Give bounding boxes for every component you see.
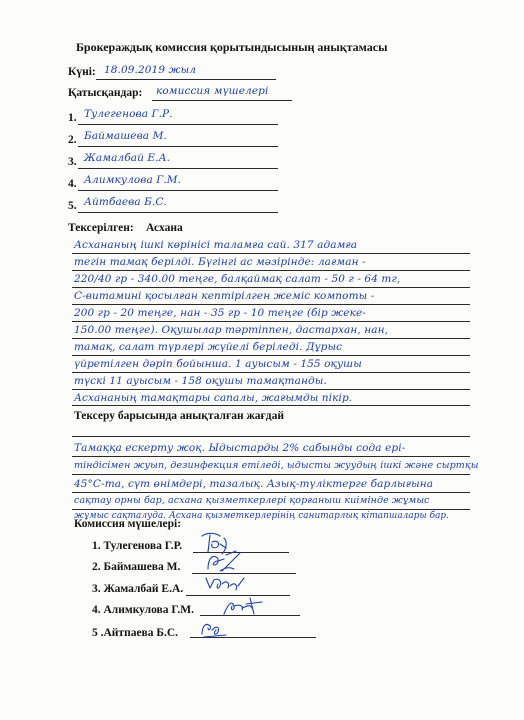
inspected-line-9-rule — [72, 389, 470, 390]
member-4-label: 4. Алимкулова Г.М. — [92, 604, 195, 616]
finding-line-2-rule — [72, 474, 470, 475]
participant-5-underline — [78, 212, 278, 213]
inspected-line-8: үйретілген дәріп бойынша. 1 ауысым - 155 оқушы — [74, 358, 362, 370]
finding-line-4-rule — [72, 509, 470, 510]
finding-line-1: Тамаққа ескерту жоқ. Ыдыстарды 2% сабынды сода ері- — [74, 442, 406, 454]
participant-3-name: Жамалбай Е.А. — [84, 152, 171, 164]
participants-underline — [152, 100, 292, 101]
participant-1-num: 1. — [68, 112, 77, 124]
committee-label: Комиссия мүшелері: — [74, 518, 182, 530]
inspected-line-1: Асхананың ішкі көрінісі таламға сай. 317 адамға — [74, 239, 358, 251]
inspected-line-3-rule — [72, 287, 470, 288]
participant-1-name: Тулегенова Г.Р. — [84, 108, 173, 120]
finding-line-2: тіндісімен жуып, дезинфекция етіледі, ыдысты жуудың ішкі және сыртқы — [74, 460, 479, 471]
inspected-line-8-rule — [72, 372, 470, 373]
participants-value: комиссия мүшелері — [156, 85, 269, 97]
inspected-label: Тексерілген: — [68, 222, 134, 234]
member-5-label: 5 .Айтпаева Б.С. — [92, 627, 179, 639]
finding-line-5: жұмыс сақталуда. Асхана қызметкерлерінің санитарлық кітапшалары бар. — [74, 511, 450, 521]
participants-label: Қатысқандар: — [68, 87, 143, 99]
inspected-line-4: С-витамині қосылған кептірілген жеміс компоты - — [74, 290, 375, 302]
inspected-line-10-rule — [72, 405, 470, 406]
participant-3-underline — [78, 168, 278, 169]
member-3-signature-icon — [200, 572, 248, 596]
inspected-line-5: 200 гр - 20 теңге, нан - 35 гр - 10 теңге (бір жеке- — [74, 307, 366, 319]
inspected-line-7-rule — [72, 355, 470, 356]
finding-line-3-rule — [72, 492, 470, 493]
date-label: Күні: — [68, 66, 96, 78]
date-value: 18.09.2019 жыл — [104, 64, 197, 76]
member-4-signature-icon — [220, 594, 266, 618]
participant-1-underline — [78, 124, 278, 125]
participant-5-num: 5. — [68, 200, 77, 212]
inspected-line-9: түскі 11 ауысым - 158 оқушы тамақтанды. — [74, 375, 327, 387]
inspected-line-6-rule — [72, 338, 470, 339]
participant-4-underline — [78, 190, 278, 191]
member-2-label: 2. Баймашева М. — [92, 561, 181, 573]
inspected-line-5-rule — [72, 321, 470, 322]
member-3-label: 3. Жамалбай Е.А. — [92, 583, 184, 595]
participant-2-num: 2. — [68, 134, 77, 146]
finding-line-4: сақтау орны бар, асхана қызметкерлері қорғаныш киімінде жұмыс — [74, 495, 430, 506]
finding-top-rule — [72, 436, 470, 437]
participant-5-name: Айтбаева Б.С. — [84, 196, 167, 208]
participant-2-name: Баймашева М. — [84, 130, 167, 142]
participant-4-num: 4. — [68, 178, 77, 190]
member-5-signature-icon — [196, 616, 236, 640]
member-1-label: 1. Тулегенова Г.Р. — [92, 540, 183, 552]
inspected-value: Асхана — [146, 222, 183, 234]
inspected-line-7: тамақ, салат түрлері жүйелі беріледі. Дұрыс — [74, 341, 343, 353]
finding-line-1-rule — [72, 456, 470, 457]
inspected-line-4-rule — [72, 304, 470, 305]
document-title: Брокераждық комиссия қорытындысының анықтамасы — [76, 40, 388, 54]
inspected-line-10: Асхананың тамақтары сапалы, жағымды пікір. — [74, 392, 353, 404]
participant-4-name: Алимкулова Г.М. — [84, 174, 182, 186]
participant-3-num: 3. — [68, 156, 77, 168]
participant-2-underline — [78, 146, 278, 147]
finding-label: Тексеру барысында анықталған жағдай — [74, 410, 284, 422]
finding-line-3: 45°С-та, сүт өнімдері, тазалық. Азық-түліктерге барлығына — [74, 478, 434, 490]
inspected-line-2: тегін тамақ берілді. Бүгінгі ас мәзірінде: лағман - — [74, 256, 366, 268]
inspected-line-3: 220/40 гр - 340.00 теңге, балқаймақ салат - 50 г - 64 тг, — [74, 273, 401, 285]
inspected-line-6: 150.00 теңге). Оқушылар тәртіппен, дастархан, нан, — [74, 324, 389, 336]
date-underline — [96, 79, 276, 80]
inspected-line-1-rule — [72, 253, 470, 254]
inspected-line-2-rule — [72, 270, 470, 271]
